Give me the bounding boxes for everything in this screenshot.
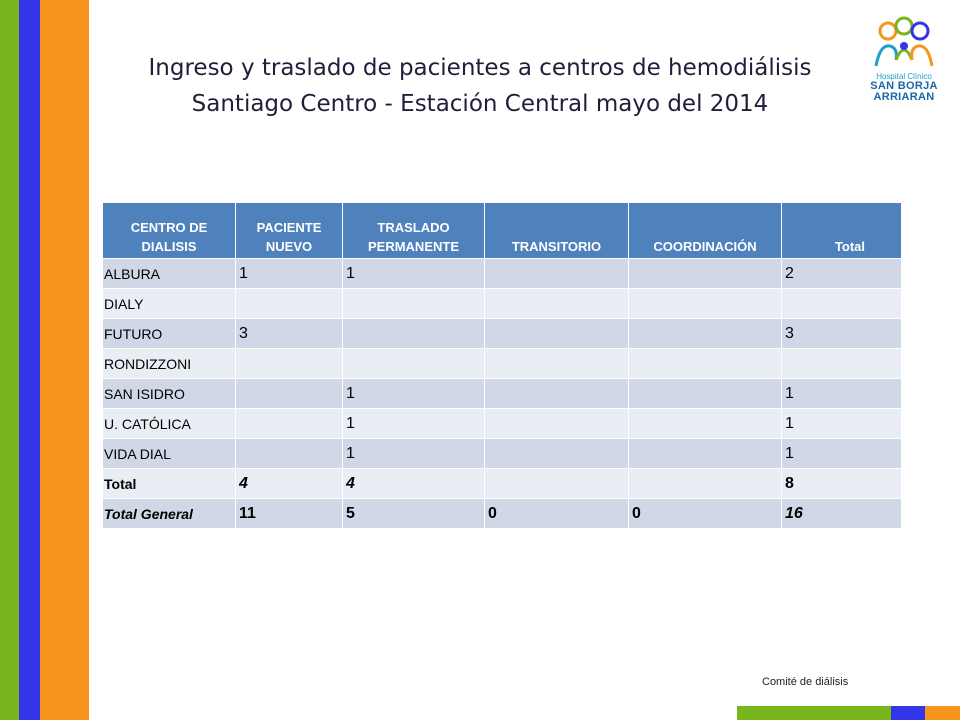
table-row: [103, 349, 902, 379]
cell-name: RONDIZZONI: [103, 349, 236, 379]
logo-figures-icon: [866, 16, 942, 72]
cell-coordinacion: 0: [629, 499, 782, 529]
cell-transitorio: [485, 259, 629, 289]
cell-traslado: [343, 349, 485, 379]
cell-nuevo: [236, 379, 343, 409]
cell-traslado: 1: [343, 409, 485, 439]
cell-nuevo: [236, 439, 343, 469]
cell-nuevo: [236, 349, 343, 379]
cell-nuevo: [236, 289, 343, 319]
header-total: Total: [782, 203, 902, 259]
dialysis-table: [102, 202, 902, 529]
footer-bar-orange: [925, 706, 960, 720]
cell-traslado: 1: [343, 259, 485, 289]
cell-name: DIALY: [103, 289, 236, 319]
cell-nuevo: 4: [236, 469, 343, 499]
cell-coordinacion: [629, 439, 782, 469]
logo-text-san-borja: SAN BORJA: [870, 80, 938, 92]
header-transitorio: TRANSITORIO: [485, 203, 629, 259]
cell-coordinacion: [629, 259, 782, 289]
title-line-1: Ingreso y traslado de pacientes a centros de hemodiálisis: [148, 55, 812, 81]
title-line-2: Santiago Centro - Estación Central mayo del 2014: [191, 91, 769, 117]
cell-total: 3: [782, 319, 902, 349]
cell-name: VIDA DIAL: [103, 439, 236, 469]
cell-total: [782, 349, 902, 379]
cell-transitorio: [485, 409, 629, 439]
left-stripe-orange: [40, 0, 89, 720]
cell-transitorio: [485, 289, 629, 319]
header-paciente-nuevo: PACIENTE NUEVO: [236, 203, 343, 259]
cell-transitorio: [485, 469, 629, 499]
cell-traslado: 4: [343, 469, 485, 499]
cell-transitorio: [485, 439, 629, 469]
cell-coordinacion: [629, 409, 782, 439]
table-row: [103, 259, 902, 289]
cell-total: 1: [782, 409, 902, 439]
footer-bar-blue: [891, 706, 925, 720]
left-stripe-blue: [19, 0, 40, 720]
cell-total: 1: [782, 379, 902, 409]
hospital-logo: [866, 16, 942, 103]
cell-name: SAN ISIDRO: [103, 379, 236, 409]
cell-traslado: 5: [343, 499, 485, 529]
cell-nuevo: 11: [236, 499, 343, 529]
footer-bar-green: [737, 706, 891, 720]
table-header-row: [103, 203, 902, 259]
cell-total: 1: [782, 439, 902, 469]
cell-transitorio: [485, 349, 629, 379]
table-row: [103, 289, 902, 319]
cell-total: 2: [782, 259, 902, 289]
total-row: [103, 469, 902, 499]
cell-total: 8: [782, 469, 902, 499]
cell-transitorio: [485, 379, 629, 409]
header-coordinacion: COORDINACIÓN: [629, 203, 782, 259]
cell-name: FUTURO: [103, 319, 236, 349]
cell-transitorio: 0: [485, 499, 629, 529]
table-row: [103, 409, 902, 439]
cell-name: U. CATÓLICA: [103, 409, 236, 439]
cell-coordinacion: [629, 319, 782, 349]
cell-nuevo: [236, 409, 343, 439]
cell-coordinacion: [629, 379, 782, 409]
cell-traslado: [343, 319, 485, 349]
footer-text: Comité de diálisis: [762, 676, 849, 688]
table-row: [103, 439, 902, 469]
slide-title: [100, 50, 860, 122]
cell-nuevo: 3: [236, 319, 343, 349]
table-row: [103, 319, 902, 349]
header-traslado-permanente: TRASLADO PERMANENTE: [343, 203, 485, 259]
cell-coordinacion: [629, 349, 782, 379]
cell-coordinacion: [629, 289, 782, 319]
cell-name: Total: [103, 469, 236, 499]
left-stripe-green: [0, 0, 19, 720]
cell-total: 16: [782, 499, 902, 529]
cell-name: Total General: [103, 499, 236, 529]
cell-traslado: [343, 289, 485, 319]
cell-traslado: 1: [343, 439, 485, 469]
logo-text-arriaran: ARRIARAN: [873, 91, 935, 103]
total-general-row: [103, 499, 902, 529]
cell-coordinacion: [629, 469, 782, 499]
cell-name: ALBURA: [103, 259, 236, 289]
table-row: [103, 379, 902, 409]
cell-nuevo: 1: [236, 259, 343, 289]
cell-traslado: 1: [343, 379, 485, 409]
cell-total: [782, 289, 902, 319]
header-centro: CENTRO DE DIALISIS: [103, 203, 236, 259]
logo-text-hospital: Hospital Clínico: [876, 72, 932, 81]
cell-transitorio: [485, 319, 629, 349]
